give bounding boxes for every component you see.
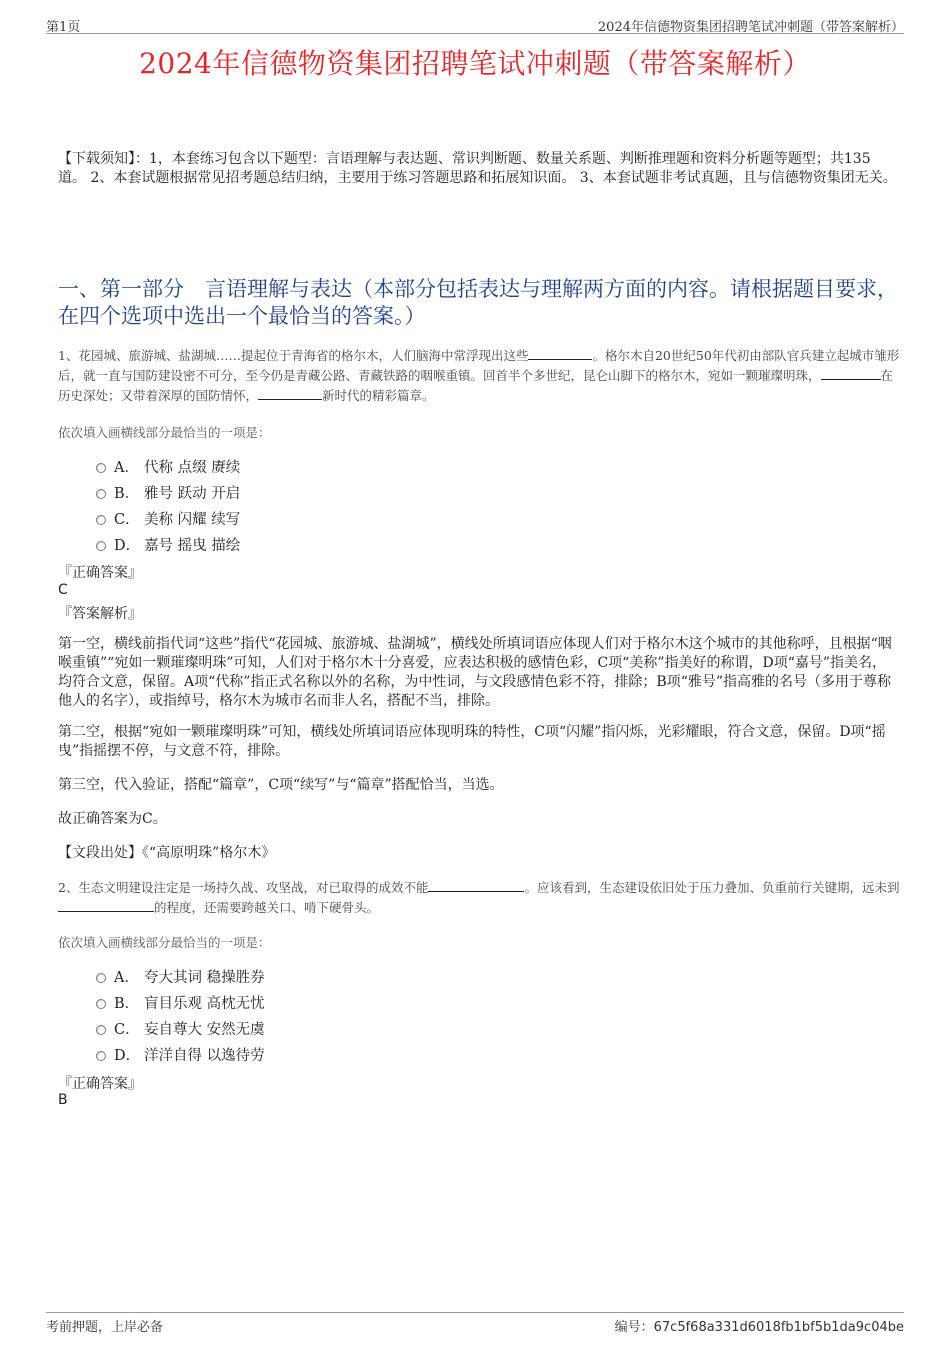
radio-button[interactable] [96, 463, 106, 473]
page-header [46, 14, 904, 34]
footer-code-label: 编号： [614, 1320, 654, 1335]
question-1-instruction: 依次填入画横线部分最恰当的一项是： [58, 425, 271, 440]
q2-option-b[interactable] [96, 992, 265, 1012]
option-text: 洋洋自得 以逸待劳 [144, 1047, 265, 1064]
q2-stem-part-a: 2、生态文明建设注定是一场持久战、攻坚战，对已取得的成效不能 [58, 880, 429, 895]
q1-stem-part-a: 1、花园城、旅游城、盐湖城……提起位于青海省的格尔木，人们脑海中常浮现出这些 [58, 348, 529, 363]
q1-stem-part-c: 在历史深处；又带着深厚的国防情怀， [58, 368, 894, 403]
page-footer [46, 1312, 904, 1334]
option-letter: C． [114, 511, 140, 528]
q1-analysis-paragraph: 第一空，横线前指代词“这些”指代“花园城、旅游城、盐湖城”，横线处所填词语应体现人们对于格尔木这个城市的其他称呼，且根据“咽喉重镇”“宛如一颗璀璨明珠”可知，人们对于格尔木十分喜爱，应表达积极的感情色彩，C项“美称”指美好的称谓，D项“嘉号”指美名，均符合文意，保留。A项“代称”指正式名称以外的名称，为中性词，与文段感情色彩不符，排除；B项“雅号”指高雅的名号（多用于尊称他人的名字），或指绰号，格尔木为城市名而非人名，搭配不当，排除。 [58, 636, 892, 709]
radio-button[interactable] [96, 999, 106, 1009]
fill-blank [58, 900, 154, 912]
q1-analysis-paragraph: 第二空，根据“宛如一颗璀璨明珠”可知，横线处所填词语应体现明珠的特性，C项“闪耀”指闪烁，光彩耀眼，符合文意，保留。D项“摇曳”指摇摆不停，与文意不符，排除。 [58, 724, 886, 759]
option-letter: A． [114, 969, 139, 986]
q2-option-a[interactable] [96, 966, 265, 986]
section-title: 一、第一部分 言语理解与表达（本部分包括表达与理解两方面的内容。请根据题目要求，在四个选项中选出一个最恰当的答案。） [58, 277, 898, 328]
footer-code-value: 67c5f68a331d6018fb1bf5b1da9c04be [653, 1320, 904, 1335]
q2-answer: B [58, 1092, 68, 1108]
option-text: 美称 闪耀 续写 [144, 511, 241, 528]
footer-slogan: 考前押题，上岸必备 [46, 1320, 164, 1335]
radio-button[interactable] [96, 1051, 106, 1061]
radio-button[interactable] [96, 489, 106, 499]
option-text: 夸大其词 稳操胜券 [144, 969, 265, 986]
option-letter: A． [114, 459, 139, 476]
q2-option-c[interactable] [96, 1018, 265, 1038]
q1-option-d[interactable] [96, 534, 240, 554]
q1-option-c[interactable] [96, 508, 240, 528]
q2-stem-part-c: 的程度，还需要跨越关口、啃下硬骨头。 [154, 900, 380, 915]
option-letter: B． [114, 995, 140, 1012]
footer-code [615, 1316, 904, 1335]
option-text: 嘉号 摇曳 描绘 [144, 537, 241, 554]
option-text: 妄自尊大 安然无虞 [144, 1021, 265, 1038]
radio-button[interactable] [96, 1025, 106, 1035]
option-letter: D． [114, 537, 141, 554]
fill-blank [821, 368, 881, 380]
q1-stem-part-d: 新时代的精彩篇章。 [322, 388, 435, 403]
q1-analysis-conclusion: 故正确答案为C。 [58, 811, 167, 827]
page-number: 第1页 [46, 20, 81, 35]
q1-analysis-paragraph: 第三空，代入验证，搭配“篇章”，C项“续写”与“篇章”搭配恰当，当选。 [58, 777, 504, 793]
q1-passage-source: 【文段出处】《“高原明珠”格尔木》 [58, 845, 276, 861]
option-letter: C． [114, 1021, 140, 1038]
option-letter: B． [114, 485, 140, 502]
fill-blank [428, 880, 524, 892]
q2-option-d[interactable] [96, 1044, 265, 1064]
radio-button[interactable] [96, 541, 106, 551]
q2-stem-part-b: 。应该看到，生态建设依旧处于压力叠加、负重前行关键期，远未到 [524, 880, 900, 895]
question-2-stem [58, 878, 900, 918]
fill-blank [258, 388, 322, 400]
option-text: 代称 点缀 赓续 [144, 459, 241, 476]
q1-option-b[interactable] [96, 482, 240, 502]
question-1-stem [58, 346, 900, 406]
q1-stem-part-b: 。格尔木自20世纪50年代初由部队官兵建立起城市雏形后，就一直与国防建设密不可分，至今仍是青藏公路、青藏铁路的咽喉重镇。回首半个多世纪，昆仑山脚下的格尔木，宛如一颗璀璨明珠， [58, 348, 900, 383]
q1-answer: C [58, 582, 68, 598]
option-text: 雅号 跃动 开启 [144, 485, 241, 502]
question-2-instruction: 依次填入画横线部分最恰当的一项是： [58, 935, 271, 950]
radio-button[interactable] [96, 515, 106, 525]
q1-option-a[interactable] [96, 456, 240, 476]
q1-analysis-label: 『答案解析』 [58, 606, 142, 622]
q2-answer-label: 『正确答案』 [58, 1076, 142, 1092]
option-text: 盲目乐观 高枕无忧 [144, 995, 265, 1012]
download-notice: 【下载须知】：1，本套练习包含以下题型：言语理解与表达题、常识判断题、数量关系题、判断推理题和资料分析题等题型；共135道。 2、本套试题根据常见招考题总结归纳，主要用于练习答题思路和拓展知识面。 3、本套试题非考试真题，且与信德物资集团无关。 [58, 151, 897, 186]
option-letter: D． [114, 1047, 141, 1064]
radio-button[interactable] [96, 973, 106, 983]
document-title: 2024年信德物资集团招聘笔试冲刺题（带答案解析） [139, 47, 811, 80]
header-doc-title: 2024年信德物资集团招聘笔试冲刺题（带答案解析） [597, 20, 904, 35]
fill-blank [528, 348, 592, 360]
q1-answer-label: 『正确答案』 [58, 565, 142, 581]
